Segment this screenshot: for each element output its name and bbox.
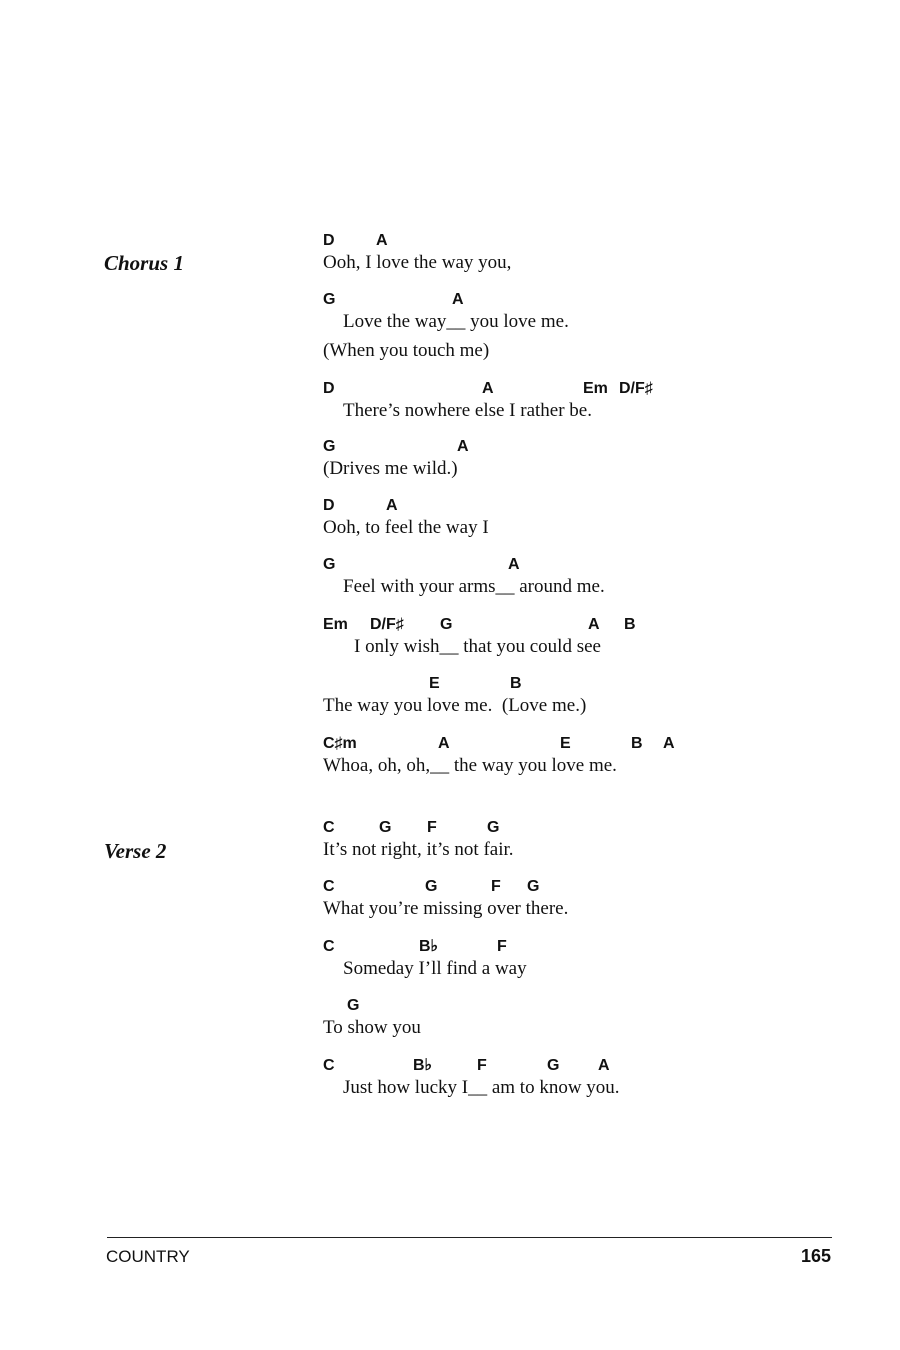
chord: F bbox=[477, 1057, 487, 1074]
chord: G bbox=[487, 819, 500, 836]
chord: E bbox=[429, 675, 440, 692]
chord-line bbox=[0, 232, 900, 282]
chord: Em bbox=[583, 380, 608, 397]
chord: A bbox=[482, 380, 494, 397]
lyric-line: Ooh, to feel the way I bbox=[323, 517, 489, 538]
chord: D/F♯ bbox=[619, 380, 653, 397]
chord: G bbox=[379, 819, 392, 836]
chord: F bbox=[491, 878, 501, 895]
chord: D bbox=[323, 497, 335, 514]
chord: D bbox=[323, 232, 335, 249]
chord: A bbox=[438, 735, 450, 752]
chord: C bbox=[323, 878, 335, 895]
chord: Em bbox=[323, 616, 348, 633]
lyric-line: Just how lucky I__ am to know you. bbox=[343, 1077, 620, 1098]
chord: A bbox=[588, 616, 600, 633]
lyric-line: The way you love me. (Love me.) bbox=[323, 695, 587, 716]
chord: D bbox=[323, 380, 335, 397]
chord-line bbox=[0, 675, 900, 725]
chord: E bbox=[560, 735, 571, 752]
chord: C bbox=[323, 819, 335, 836]
chord: B bbox=[631, 735, 643, 752]
lyric-line: I only wish__ that you could see bbox=[354, 636, 601, 657]
chord: D/F♯ bbox=[370, 616, 404, 633]
chord: A bbox=[508, 556, 520, 573]
chord: A bbox=[386, 497, 398, 514]
lyric-line: It’s not right, it’s not fair. bbox=[323, 839, 514, 860]
lyric-line: There’s nowhere else I rather be. bbox=[343, 400, 592, 421]
chord-line bbox=[0, 819, 900, 869]
chord-line bbox=[0, 878, 900, 928]
lyric-line: To show you bbox=[323, 1017, 421, 1038]
chord-line bbox=[0, 556, 900, 606]
chord: G bbox=[347, 997, 360, 1014]
section-label-verse-2: Verse 2 bbox=[104, 839, 167, 863]
lyric-line: (Drives me wild.) bbox=[323, 458, 458, 479]
chord: A bbox=[376, 232, 388, 249]
chord: G bbox=[440, 616, 453, 633]
chord: B♭ bbox=[413, 1057, 433, 1074]
chord: C♯m bbox=[323, 735, 357, 752]
chord-line bbox=[0, 1057, 900, 1107]
chord-line bbox=[0, 616, 900, 666]
chord: F bbox=[427, 819, 437, 836]
footer-category: COUNTRY bbox=[106, 1247, 190, 1266]
page-number: 165 bbox=[800, 1246, 831, 1266]
chord-line bbox=[0, 380, 900, 430]
chord: A bbox=[452, 291, 464, 308]
chord: A bbox=[663, 735, 675, 752]
chord: A bbox=[598, 1057, 610, 1074]
chord: B♭ bbox=[419, 938, 439, 955]
chord: G bbox=[425, 878, 438, 895]
chord-line bbox=[0, 497, 900, 547]
chord: B bbox=[510, 675, 522, 692]
lyric-line: (When you touch me) bbox=[323, 340, 490, 361]
chord-line bbox=[0, 735, 900, 785]
lyric-line: Whoa, oh, oh,__ the way you love me. bbox=[323, 755, 617, 776]
lyric-line: Someday I’ll find a way bbox=[343, 958, 527, 979]
chord: G bbox=[323, 556, 336, 573]
chord: G bbox=[527, 878, 540, 895]
chord-line bbox=[0, 997, 900, 1047]
chord: G bbox=[323, 291, 336, 308]
lyric-line: Ooh, I love the way you, bbox=[323, 252, 512, 273]
chord: B bbox=[624, 616, 636, 633]
chord: G bbox=[547, 1057, 560, 1074]
section-label-chorus-1: Chorus 1 bbox=[104, 251, 184, 275]
chord-line bbox=[0, 938, 900, 988]
chord: A bbox=[457, 438, 469, 455]
chord: C bbox=[323, 1057, 335, 1074]
chord: G bbox=[323, 438, 336, 455]
chord-line bbox=[0, 291, 900, 341]
lyric-line: What you’re missing over there. bbox=[323, 898, 569, 919]
lyric-line: Feel with your arms__ around me. bbox=[343, 576, 605, 597]
chord-line bbox=[0, 438, 900, 488]
footer-divider bbox=[107, 1237, 832, 1238]
lyric-line: Love the way__ you love me. bbox=[343, 311, 569, 332]
chord: F bbox=[497, 938, 507, 955]
chord: C bbox=[323, 938, 335, 955]
